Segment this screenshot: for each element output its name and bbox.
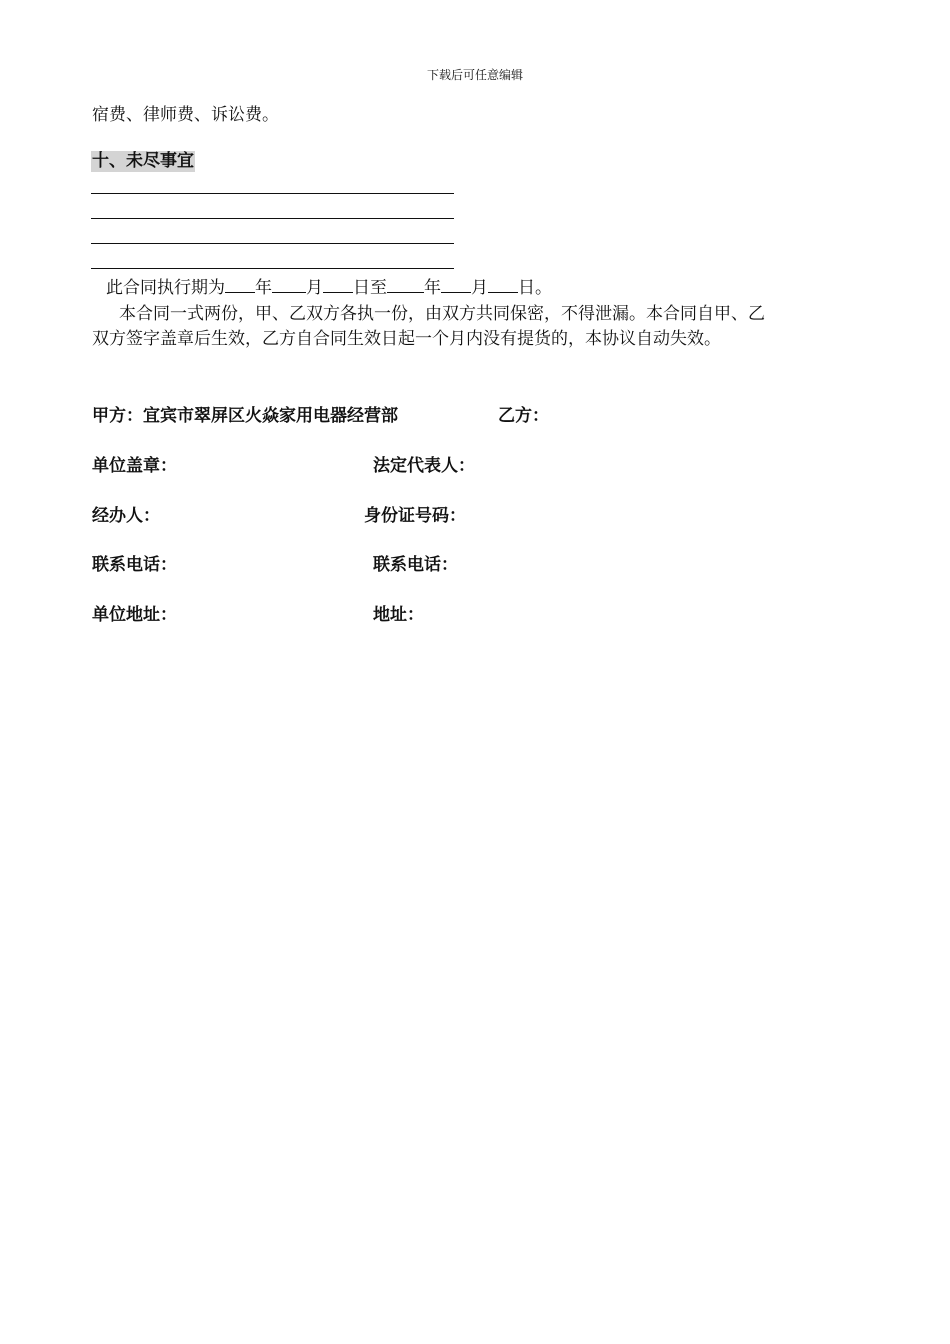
month-blank [441, 277, 471, 293]
page-header: 下载后可任意编辑 [426, 68, 523, 82]
party-b-rep-label: 法定代表人： [373, 456, 475, 476]
party-b-name: 乙方： [498, 406, 549, 426]
term-month: 月 [306, 278, 323, 298]
day-blank [323, 277, 353, 293]
term-day-end: 日。 [518, 278, 552, 298]
party-b-id-label: 身份证号码： [364, 506, 466, 526]
agreement-line-2: 双方签字盖章后生效，乙方自合同生效日起一个月内没有提货的，本协议自动失效。 [92, 329, 721, 349]
term-day-to: 日至 [353, 278, 387, 298]
continuation-text: 宿费、律师费、诉讼费。 [92, 105, 279, 125]
year-blank [225, 277, 255, 293]
month-blank [272, 277, 306, 293]
blank-line [91, 218, 454, 219]
party-b-address-label: 地址： [373, 605, 424, 625]
blank-line [91, 268, 454, 269]
term-month: 月 [471, 278, 488, 298]
blank-line [91, 193, 454, 194]
section-heading: 十、未尽事宜 [92, 151, 194, 171]
party-a-address-label: 单位地址： [92, 605, 177, 625]
blank-line [91, 243, 454, 244]
year-blank [387, 277, 424, 293]
term-year: 年 [424, 278, 441, 298]
term-prefix: 此合同执行期为 [106, 278, 225, 298]
contract-term-line [106, 273, 552, 298]
party-a-phone-label: 联系电话： [92, 555, 177, 575]
party-a-seal-label: 单位盖章： [92, 456, 177, 476]
party-a-handler-label: 经办人： [92, 506, 160, 526]
day-blank [488, 277, 518, 293]
agreement-line-1: 本合同一式两份，甲、乙双方各执一份，由双方共同保密，不得泄漏。本合同自甲、乙 [119, 304, 765, 324]
party-a-name: 甲方：宜宾市翠屏区火焱家用电器经营部 [92, 406, 398, 426]
party-b-phone-label: 联系电话： [373, 555, 458, 575]
term-year: 年 [255, 278, 272, 298]
